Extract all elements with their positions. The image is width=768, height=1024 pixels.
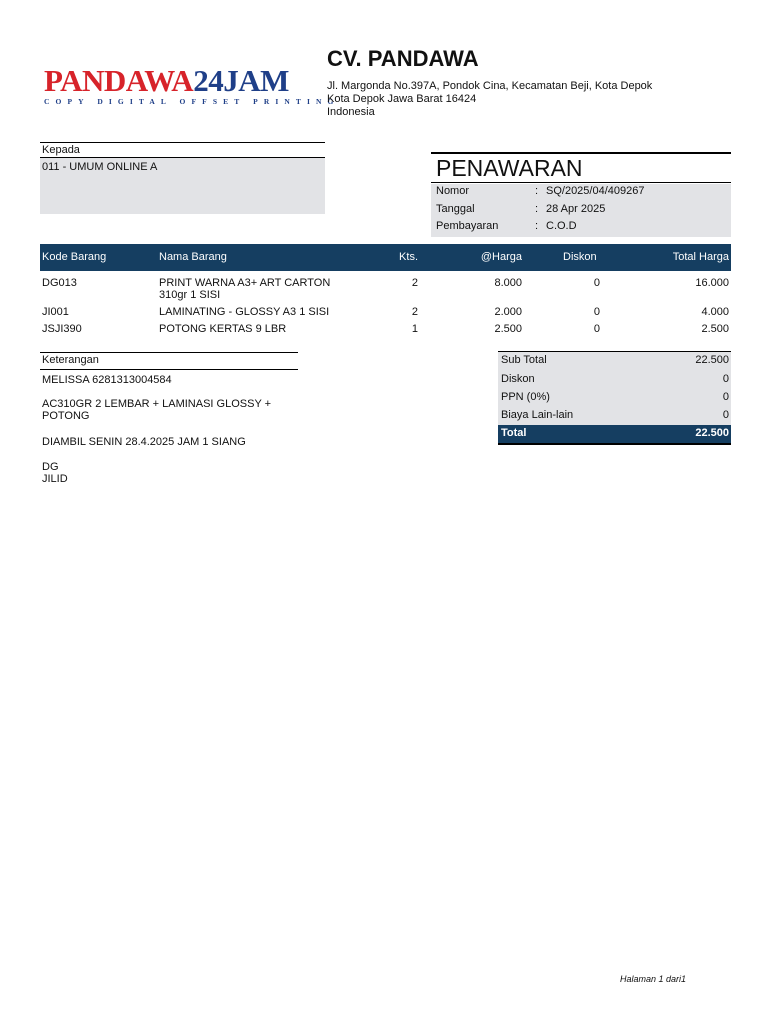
notes-line: AC310GR 2 LEMBAR + LAMINASI GLOSSY + [42,398,272,410]
header-total: Total Harga [672,251,729,263]
logo-text-24jam: 24JAM [193,63,289,98]
logo-tagline: COPY DIGITAL OFFSET PRINTING [44,97,340,106]
info-value: C.O.D [546,220,577,232]
info-row-pembayaran [431,220,731,237]
totals-row-subtotal [498,352,731,370]
cell-code: DG013 [42,277,77,289]
totals-label: PPN (0%) [501,391,550,403]
recipient-name: 011 - UMUM ONLINE A [42,161,158,173]
company-name: CV. PANDAWA [327,46,479,71]
address-line-2: Kota Depok Jawa Barat 16424 [327,93,477,105]
cell-total: 4.000 [701,306,729,318]
cell-price: 2.000 [494,306,522,318]
grand-total-value: 22.500 [695,427,729,439]
info-label: Pembayaran [436,220,499,232]
totals-row-diskon [498,371,731,389]
address-line-3: Indonesia [327,106,375,118]
cell-qty: 2 [411,277,418,289]
cell-name: LAMINATING - GLOSSY A3 1 SISI [159,306,330,318]
info-value: SQ/2025/04/409267 [546,185,645,197]
cell-discount: 0 [593,277,600,289]
cell-code: JI001 [42,306,69,318]
totals-value: 22.500 [695,354,729,366]
logo-wordmark [44,63,300,98]
totals-summary [498,351,731,445]
totals-row-grand-total [498,425,731,445]
notes-line: DG [42,461,59,473]
document-info [431,184,731,237]
info-row-nomor [431,185,731,202]
header-price: @Harga [480,251,522,263]
info-colon: : [535,185,539,197]
cell-price: 8.000 [494,277,522,289]
address-line-1: Jl. Margonda No.397A, Pondok Cina, Kecamatan Beji, Kota Depok [327,80,653,92]
logo-text-pandawa: PANDAWA [44,63,194,98]
cell-code: JSJI390 [42,323,82,335]
cell-discount: 0 [593,323,600,335]
info-colon: : [535,203,539,215]
cell-name [159,277,330,301]
cell-price: 2.500 [494,323,522,335]
notes-line: DIAMBIL SENIN 28.4.2025 JAM 1 SIANG [42,436,246,448]
notes-line: POTONG [42,410,90,422]
info-colon: : [535,220,539,232]
totals-row-ppn [498,389,731,407]
totals-label: Diskon [501,373,535,385]
header-discount: Diskon [563,251,597,263]
totals-value: 0 [722,373,729,385]
header-code: Kode Barang [42,251,107,263]
cell-name: POTONG KERTAS 9 LBR [159,323,287,335]
totals-value: 0 [722,391,729,403]
cell-name-line2: 310gr 1 SISI [159,289,221,301]
totals-label: Sub Total [501,354,547,366]
cell-qty: 1 [411,323,418,335]
cell-total: 16.000 [695,277,729,289]
cell-discount: 0 [593,306,600,318]
notes-label: Keterangan [40,352,298,370]
page-number: Halaman 1 dari1 [619,974,686,984]
cell-name-line1: PRINT WARNA A3+ ART CARTON [159,277,331,289]
totals-value: 0 [722,409,729,421]
info-label: Nomor [436,185,470,197]
recipient-box [40,158,325,214]
grand-total-label: Total [501,427,527,439]
company-address [327,80,652,119]
header-name: Nama Barang [159,251,227,263]
items-table-header [40,244,731,271]
info-row-tanggal [431,203,731,220]
cell-qty: 2 [411,306,418,318]
info-value: 28 Apr 2025 [546,203,606,215]
header-qty: Kts. [399,251,418,263]
totals-row-biaya [498,407,731,425]
company-logo [44,63,340,106]
notes-line: JILID [42,473,68,485]
recipient-label: Kepada [40,142,325,158]
notes-line: MELISSA 6281313004584 [42,374,172,386]
info-label: Tanggal [436,203,475,215]
totals-label: Biaya Lain-lain [501,409,574,421]
document-title: PENAWARAN [431,152,731,183]
cell-total: 2.500 [701,323,729,335]
